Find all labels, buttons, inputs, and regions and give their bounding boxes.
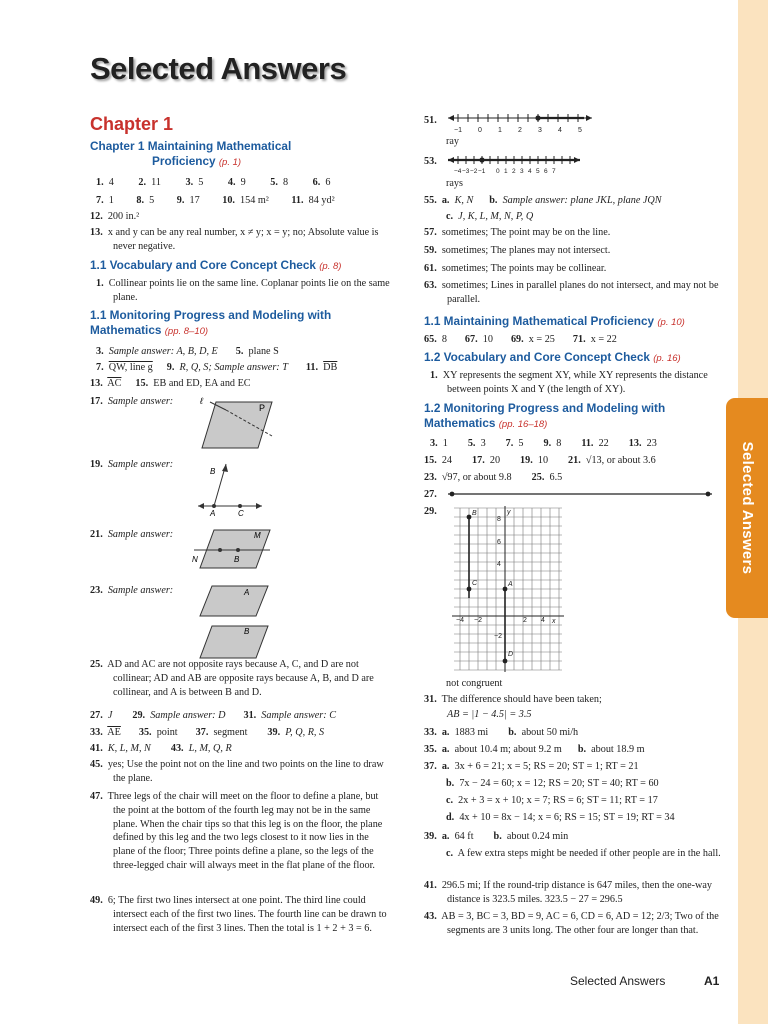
svg-text:ℓ: ℓ — [200, 396, 203, 406]
section-vocab-1-1: 1.1 Vocabulary and Core Concept Check (p. 8) — [90, 258, 342, 272]
svg-text:A: A — [508, 581, 513, 588]
answer-31: 31. The difference should have been taken; — [424, 694, 602, 705]
answer-53-label: 53. — [424, 156, 437, 167]
side-tab-label: Selected Answers — [739, 441, 757, 575]
svg-text:4: 4 — [528, 168, 532, 175]
side-tab — [726, 398, 768, 618]
answers-3-5: 3. Sample answer: A, B, D, E 5. plane S — [96, 346, 279, 357]
svg-text:P: P — [259, 403, 266, 413]
answer-41: 41. 296.5 mi; If the round-trip distance is 647 miles, then the one-way distance is 323.5 miles. 323.5 − 27 = 296.5 — [424, 880, 713, 905]
answer-13: 13. x and y can be any real number, x ≠ y; x = y; no; Absolute value is never negative. — [90, 227, 379, 252]
answers-27-31: 27. J 29. Sample answer: D 31. Sample answer: C — [90, 710, 337, 721]
svg-text:B: B — [244, 627, 250, 636]
svg-text:6: 6 — [544, 168, 548, 175]
plane-diagram-17 — [196, 396, 276, 452]
answer-51-label: 51. — [424, 115, 437, 126]
answer-25: 25. AD and AC are not opposite rays because A, C, and D are not collinear; AD and AB are opposite rays because A, B, and D are collinear, and A is between B and D. — [90, 659, 374, 698]
svg-text:−4: −4 — [456, 617, 464, 624]
section-vocab-1-2: 1.2 Vocabulary and Core Concept Check (p. 16) — [424, 350, 681, 364]
svg-text:0: 0 — [496, 168, 500, 175]
answer-37b: b. 7x − 24 = 60; x = 12; RS = 20; ST = 40; RT = 60 — [446, 778, 659, 789]
section-title-2: Proficiency — [152, 154, 216, 169]
answers-23-25: 23. √97, or about 9.8 25. 6.5 — [424, 472, 563, 483]
svg-text:−3: −3 — [462, 168, 470, 175]
answer-37a: 37. a. 3x + 6 = 21; x = 5; RS = 20; ST = 1; RT = 21 — [424, 761, 639, 772]
svg-text:6: 6 — [497, 539, 501, 546]
answer-57: 57. sometimes; The point may be on the line. — [424, 227, 611, 238]
footer-label: Selected Answers — [570, 974, 666, 988]
svg-text:B: B — [210, 467, 216, 476]
number-line-51 — [444, 108, 596, 136]
answers-15-21: 15. 24 17. 20 19. 10 21. √13, or about 3.6 — [424, 455, 656, 466]
svg-text:B: B — [472, 510, 477, 517]
answer-59: 59. sometimes; The planes may not intersect. — [424, 245, 611, 256]
svg-text:2: 2 — [512, 168, 516, 175]
coordinate-grid-29 — [446, 504, 566, 674]
svg-text:2: 2 — [523, 617, 527, 624]
svg-text:−2: −2 — [474, 617, 482, 624]
svg-text:1: 1 — [498, 127, 502, 134]
section-monitor-1-1: 1.1 Monitoring Progress and Modeling with Mathematics (pp. 8–10) — [90, 308, 332, 338]
svg-text:1: 1 — [504, 168, 508, 175]
svg-text:0: 0 — [478, 127, 482, 134]
svg-text:B: B — [234, 555, 240, 564]
section-title: Chapter 1 Maintaining Mathematical — [90, 139, 292, 153]
answer-39c: c. A few extra steps might be needed if other people are in the hall. — [446, 848, 721, 859]
svg-text:5: 5 — [536, 168, 540, 175]
answer-61: 61. sometimes; The points may be collinear. — [424, 263, 607, 274]
vocab-1-2-answer-1: 1. XY represents the segment XY, while XY represents the distance between points X and Y (the length of XY). — [430, 370, 708, 395]
answer-33: 33. a. 1883 mi b. about 50 mi/h — [424, 727, 579, 738]
answer-47: 47. Three legs of the chair will meet on the floor to define a plane, but the point at the bottom of the fourth leg may not be in the same plane. When the chair tips so that this leg is on the floor, the plane defined by this leg and the two legs closest to it now lies in the plane of the floor; Three points define a plane, so the legs of the three-legged chair will always meet in the flat plane of the floor. — [90, 791, 383, 871]
svg-text:y: y — [507, 509, 511, 516]
answer-37c: c. 2x + 3 = x + 10; x = 7; RS = 6; ST = 11; RT = 17 — [446, 795, 658, 806]
answers-7-11: 7. QW, line g 9. R, Q, S; Sample answer: T 11. $\overline{DB}$ — [96, 362, 338, 373]
not-congruent: not congruent — [446, 678, 503, 689]
vocab-answer-1: 1. Collinear points lie on the same line. Coplanar points lie on the same plane. — [96, 278, 390, 303]
svg-text:C: C — [238, 509, 244, 518]
answer-63: 63. sometimes; Lines in parallel planes do not intersect, and may not be parallel. — [424, 280, 719, 305]
answer-45: 45. yes; Use the point not on the line and two points on the line to draw the plane. — [90, 759, 384, 784]
answer-21: 21. Sample answer: — [90, 529, 174, 540]
planes-diagram-21 — [190, 526, 274, 578]
answers-3-13: 3. 1 5. 3 7. 5 9. 8 11. 22 13. 23 — [430, 438, 657, 449]
svg-text:3: 3 — [538, 127, 542, 134]
parallel-planes-23 — [190, 584, 274, 662]
answer-31b: AB = |1 − 4.5| = 3.5 — [447, 709, 532, 720]
answer-37d: d. 4x + 10 = 8x − 14; x = 6; RS = 15; ST = 19; RT = 34 — [446, 812, 675, 823]
svg-text:3: 3 — [520, 168, 524, 175]
answer-55: 55. a. K, N b. Sample answer: plane JKL, plane JQN — [424, 195, 662, 206]
answer-51: ray — [446, 136, 460, 147]
svg-text:4: 4 — [541, 617, 545, 624]
svg-text:C: C — [472, 580, 478, 587]
answer-39: 39. a. 64 ft b. about 0.24 min — [424, 831, 569, 842]
svg-text:8: 8 — [497, 516, 501, 523]
answers-13-15: 13. $\overline{AC}$ 15. EB and ED, EA and EC — [90, 378, 251, 389]
chapter-title: Chapter 1 — [90, 114, 174, 134]
svg-text:2: 2 — [518, 127, 522, 134]
svg-text:4: 4 — [497, 561, 501, 568]
section-maint-1-1: 1.1 Maintaining Mathematical Proficiency (p. 10) — [424, 314, 685, 328]
answers-row-1: 1. 4 2. 11 3. 5 4. 9 5. 8 6. 6 — [96, 177, 331, 188]
ray-diagram-19 — [196, 458, 266, 520]
svg-text:−1: −1 — [478, 168, 486, 175]
svg-text:−4: −4 — [454, 168, 462, 175]
answer-53: rays — [446, 178, 463, 189]
number-line-53 — [444, 150, 584, 176]
answers-65-71: 65. 8 67. 10 69. x = 25 71. x = 22 — [424, 334, 617, 345]
svg-text:4: 4 — [558, 127, 562, 134]
svg-text:M: M — [254, 531, 261, 540]
svg-text:x: x — [552, 618, 556, 625]
answers-33-39: 33. $\overline{AE}$ 35. point 37. segment 39. P, Q, R, S — [90, 727, 325, 738]
svg-text:−1: −1 — [454, 127, 462, 134]
answer-49: 49. 6; The first two lines intersect at one point. The third line could intersect each of the first two lines. The fourth line can be drawn to intersect each of the first 3 lines. Then the total is 1 + 2 + 3 = 6. — [90, 895, 387, 934]
answer-17: 17. Sample answer: — [90, 396, 174, 407]
segment-27 — [446, 488, 716, 500]
section-maintaining — [90, 139, 291, 170]
answer-12: 12. 200 in.² — [90, 211, 140, 222]
svg-text:N: N — [192, 555, 198, 564]
answer-23: 23. Sample answer: — [90, 585, 174, 596]
answer-27-label: 27. — [424, 489, 437, 500]
page-number: A1 — [704, 974, 720, 988]
svg-text:D: D — [508, 651, 514, 658]
svg-text:A: A — [210, 509, 216, 518]
answers-41-43: 41. K, L, M, N 43. L, M, Q, R — [90, 743, 232, 754]
answer-29-label: 29. — [424, 506, 437, 517]
svg-text:5: 5 — [578, 127, 582, 134]
page-title: Selected Answers — [90, 51, 347, 86]
answer-43: 43. AB = 3, BC = 3, BD = 9, AC = 6, CD = 6, AD = 12; 2/3; Two of the segments are 3 units long. The other four are longer than that. — [424, 911, 719, 936]
svg-text:−2: −2 — [470, 168, 478, 175]
answers-row-2: 7. 1 8. 5 9. 17 10. 154 m² 11. 84 yd² — [96, 195, 335, 206]
section-monitor-1-2: 1.2 Monitoring Progress and Modeling with Mathematics (pp. 16–18) — [424, 401, 666, 431]
answer-35: 35. a. about 10.4 m; about 9.2 m b. about 18.9 m — [424, 744, 645, 755]
answer-55c: c. J, K, L, M, N, P, Q — [446, 211, 534, 222]
answer-19: 19. Sample answer: — [90, 459, 174, 470]
svg-text:7: 7 — [552, 168, 556, 175]
section-page: (p. 1) — [218, 157, 242, 169]
svg-text:A: A — [244, 588, 250, 597]
svg-text:−2: −2 — [494, 633, 502, 640]
